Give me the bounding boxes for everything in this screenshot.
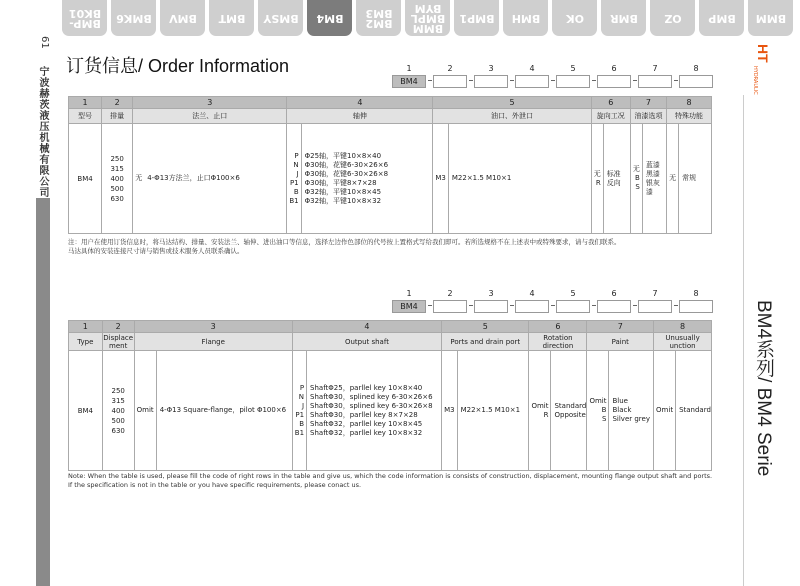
code-dash bbox=[551, 305, 555, 306]
paint-desc: 黑漆 bbox=[645, 169, 660, 178]
shaft-code: J bbox=[301, 401, 305, 410]
shaft-desc: ShaftΦ25，parllel key 10×8×40 bbox=[310, 383, 423, 392]
rotation-descs bbox=[604, 170, 621, 188]
code-dash bbox=[428, 305, 432, 306]
shaft-desc: ShaftΦ30，splined key 6-30×26×6 bbox=[310, 392, 433, 401]
code-box bbox=[638, 75, 672, 88]
displacement-value: 250 bbox=[111, 386, 125, 395]
order-code-template-cn bbox=[392, 64, 712, 90]
displacement-value: 250 bbox=[110, 154, 124, 163]
col-num: 7 bbox=[587, 321, 654, 333]
series-tab-label: BMP bbox=[707, 12, 736, 25]
rotation-descs bbox=[551, 402, 586, 420]
note-cn bbox=[68, 238, 718, 256]
port-cell bbox=[433, 124, 591, 234]
paint-desc: 银灰漆 bbox=[645, 178, 660, 196]
brand-logo bbox=[752, 44, 774, 95]
flange-cell bbox=[134, 351, 292, 471]
series-tab-bmsy[interactable] bbox=[258, 0, 303, 36]
page-title: 订货信息/ Order Information bbox=[66, 56, 290, 76]
flange-code: Omit bbox=[135, 351, 157, 470]
rotation-cell bbox=[591, 124, 630, 234]
model-cell: BM4 bbox=[69, 351, 103, 471]
shaft-code: B1 bbox=[289, 196, 299, 205]
col-header: 排量 bbox=[102, 109, 133, 124]
col-header: 轴伸 bbox=[287, 109, 433, 124]
paint-cell bbox=[587, 351, 654, 471]
displacement-value: 630 bbox=[111, 426, 125, 435]
series-tab-label: BMP1 bbox=[458, 12, 495, 25]
code-position-number: 2 bbox=[447, 64, 453, 73]
note-line: Note: When the table is used, please fill the code of right rows in the table and give us, which the code information is consists of construction, displacement, mounting flange output shaft and ports. bbox=[68, 472, 713, 480]
shaft-code: P1 bbox=[295, 410, 305, 419]
code-dash bbox=[469, 80, 473, 81]
code-position-number: 8 bbox=[693, 64, 699, 73]
shaft-desc: Φ30轴，平键8×7×28 bbox=[304, 178, 377, 187]
paint-code: S bbox=[635, 183, 640, 191]
displacement-value: 500 bbox=[110, 184, 124, 193]
page-number: 61 bbox=[39, 36, 50, 49]
note-line: 注：用户在使用订货信息时，将马达结构、排量、安装法兰、轴伸、进出油口等信息，选择左边作色部位的代号按上置格式写给我们即可。若所选规格不在上述表中或特殊要求，请与我们联系。 bbox=[68, 238, 621, 246]
special-desc: Standard bbox=[679, 406, 711, 414]
series-tab-label: BMH bbox=[511, 12, 540, 25]
right-divider bbox=[743, 95, 744, 586]
paint-code: Omit bbox=[589, 397, 607, 405]
code-position-number: 4 bbox=[529, 64, 535, 73]
rotation-code: R bbox=[595, 178, 601, 187]
col-header: Paint bbox=[587, 333, 654, 351]
paint-descs bbox=[609, 397, 650, 424]
series-tab-bm4[interactable] bbox=[307, 0, 352, 36]
col-header: Displace ment bbox=[103, 333, 134, 350]
shaft-desc: Φ30轴，花键6-30×26×8 bbox=[304, 169, 389, 178]
displacement-value: 630 bbox=[110, 194, 124, 203]
rotation-desc: 标准 bbox=[606, 169, 621, 178]
shaft-code: P bbox=[294, 151, 299, 160]
shaft-cell bbox=[292, 351, 441, 471]
code-box bbox=[638, 300, 672, 313]
col-header: Rotation direction bbox=[529, 333, 587, 351]
code-position-number: 5 bbox=[570, 64, 576, 73]
col-header: Flange bbox=[134, 333, 292, 351]
paint-cell bbox=[630, 124, 666, 234]
series-tab-label: OK bbox=[565, 12, 584, 25]
code-dash bbox=[633, 305, 637, 306]
flange-desc: 4-Φ13方法兰，止口Φ100×6 bbox=[147, 174, 240, 182]
code-position-number: 7 bbox=[652, 64, 658, 73]
code-box bbox=[515, 75, 549, 88]
code-position-number: 1 bbox=[406, 289, 412, 298]
paint-code: B bbox=[635, 174, 640, 182]
series-tab-bmp[interactable] bbox=[699, 0, 744, 36]
shaft-code: B bbox=[299, 419, 305, 428]
code-dash bbox=[674, 305, 678, 306]
col-num: 1 bbox=[69, 97, 102, 109]
code-dash bbox=[592, 305, 596, 306]
col-header: 法兰、止口 bbox=[133, 109, 287, 124]
paint-code: B bbox=[601, 406, 607, 414]
col-header: Unusually unction bbox=[654, 333, 712, 351]
code-dash bbox=[633, 80, 637, 81]
shaft-codes bbox=[293, 351, 307, 470]
displacement-cell bbox=[102, 351, 134, 471]
paint-code: S bbox=[602, 415, 607, 423]
order-table-cn bbox=[68, 96, 712, 234]
series-tab-bmk6[interactable] bbox=[111, 0, 156, 36]
series-tab-bmv[interactable] bbox=[160, 0, 205, 36]
code-dash bbox=[674, 80, 678, 81]
code-position-number: 1 bbox=[406, 64, 412, 73]
note-line: 马达具体的安装连接尺寸请与销售或技术服务人员联系确认。 bbox=[68, 247, 244, 255]
code-position-number: 7 bbox=[652, 289, 658, 298]
series-tab-label: BMP- BK01 bbox=[68, 7, 101, 30]
col-header: 特殊功能 bbox=[667, 109, 712, 124]
code-box bbox=[515, 300, 549, 313]
table-row bbox=[69, 124, 712, 234]
logo-mark: HT bbox=[755, 44, 771, 63]
special-cell bbox=[667, 124, 712, 234]
series-tab-oz[interactable] bbox=[650, 0, 695, 36]
series-tab-label: BM2 BM3 bbox=[365, 7, 392, 30]
code-model-box: BM4 bbox=[392, 300, 426, 313]
shaft-code: N bbox=[298, 392, 305, 401]
col-header: Type bbox=[69, 333, 103, 351]
series-tab-label: BMSY bbox=[262, 12, 299, 25]
series-tab-ok[interactable] bbox=[552, 0, 597, 36]
shaft-code: B1 bbox=[294, 428, 305, 437]
series-tab-label: OZ bbox=[663, 12, 682, 25]
series-tab-bmm[interactable] bbox=[748, 0, 793, 36]
rotation-code: 无 bbox=[593, 169, 601, 178]
series-tab-label: BM4 bbox=[316, 12, 343, 25]
code-box bbox=[679, 75, 713, 88]
port-code: M3 bbox=[442, 351, 458, 470]
code-position-number: 4 bbox=[529, 289, 535, 298]
port-desc: M22×1.5 M10×1 bbox=[451, 174, 512, 182]
left-side-bar bbox=[36, 198, 50, 586]
shaft-code: P bbox=[299, 383, 305, 392]
series-title: BM4系列/ BM4 Serie bbox=[753, 300, 774, 477]
paint-desc: 蓝漆 bbox=[645, 160, 660, 169]
displacement-cell bbox=[102, 124, 133, 234]
port-code: M3 bbox=[433, 124, 449, 233]
paint-codes bbox=[587, 351, 609, 470]
series-tab-label: BMK6 bbox=[115, 12, 152, 25]
series-tab-bmp--bk01[interactable] bbox=[62, 0, 107, 36]
series-tab-label: BMR bbox=[609, 12, 638, 25]
flange-code: 无 bbox=[135, 174, 143, 182]
special-cell bbox=[654, 351, 712, 471]
model-cell: BM4 bbox=[69, 124, 102, 234]
col-num: 2 bbox=[102, 321, 134, 333]
special-code: Omit bbox=[654, 351, 676, 470]
order-code-template-en bbox=[392, 289, 712, 315]
series-tab-bmt[interactable] bbox=[209, 0, 254, 36]
displacement-value: 400 bbox=[110, 174, 124, 183]
col-header: 旋向工况 bbox=[591, 109, 630, 124]
rotation-desc: Standard bbox=[554, 401, 587, 410]
rotation-desc: Opposite bbox=[554, 410, 586, 419]
col-num: 3 bbox=[134, 321, 292, 333]
col-num: 6 bbox=[591, 97, 630, 109]
col-num: 8 bbox=[667, 97, 712, 109]
code-position-number: 6 bbox=[611, 289, 617, 298]
code-box bbox=[597, 75, 631, 88]
shaft-desc: Φ32轴，平键10×8×32 bbox=[304, 196, 382, 205]
series-tab-label: BMM bbox=[755, 12, 786, 25]
code-dash bbox=[469, 305, 473, 306]
col-num: 1 bbox=[69, 321, 103, 333]
shaft-code: N bbox=[293, 160, 299, 169]
col-num: 2 bbox=[102, 97, 133, 109]
shaft-descs bbox=[307, 384, 433, 438]
shaft-desc: Φ32轴，平键10×8×45 bbox=[304, 187, 382, 196]
shaft-desc: Φ30轴，花键6-30×26×6 bbox=[304, 160, 389, 169]
code-dash bbox=[592, 80, 596, 81]
shaft-desc: ShaftΦ30，splined key 6-30×26×8 bbox=[310, 401, 433, 410]
shaft-desc: ShaftΦ32，parllel key 10×8×32 bbox=[310, 428, 423, 437]
code-box bbox=[556, 75, 590, 88]
code-position-number: 2 bbox=[447, 289, 453, 298]
displacement-value: 315 bbox=[110, 164, 124, 173]
col-num: 6 bbox=[529, 321, 587, 333]
col-num: 7 bbox=[630, 97, 666, 109]
code-dash bbox=[428, 80, 432, 81]
code-dash bbox=[551, 80, 555, 81]
code-box bbox=[679, 300, 713, 313]
col-num: 5 bbox=[433, 97, 591, 109]
code-position-number: 3 bbox=[488, 64, 494, 73]
paint-descs bbox=[643, 161, 666, 197]
col-num: 5 bbox=[442, 321, 529, 333]
series-tab-bmr[interactable] bbox=[601, 0, 646, 36]
shaft-code: P1 bbox=[289, 178, 299, 187]
table-row bbox=[69, 351, 712, 471]
col-header: 型号 bbox=[69, 109, 102, 124]
code-box bbox=[474, 300, 508, 313]
port-desc: M22×1.5 M10×1 bbox=[460, 406, 521, 414]
rotation-code: R bbox=[543, 410, 549, 419]
code-position-number: 6 bbox=[611, 64, 617, 73]
rotation-desc: 反向 bbox=[606, 178, 621, 187]
special-code: 无 bbox=[667, 124, 679, 233]
series-tab-bmp1[interactable] bbox=[454, 0, 499, 36]
series-tab-bar bbox=[58, 0, 800, 36]
col-num: 8 bbox=[654, 321, 712, 333]
note-en bbox=[68, 472, 718, 490]
shaft-code: B bbox=[293, 187, 299, 196]
series-tab-label: BMM BMPL BYM bbox=[410, 2, 445, 35]
flange-desc: 4-Φ13 Square-flange，pilot Φ100×6 bbox=[159, 406, 287, 414]
code-box bbox=[556, 300, 590, 313]
company-name: 宁波赫茨液压机械有限公司 bbox=[37, 66, 48, 198]
code-position-number: 8 bbox=[693, 289, 699, 298]
displacement-value: 500 bbox=[111, 416, 125, 425]
col-header: 油口、外泄口 bbox=[433, 109, 591, 124]
paint-code: 无 bbox=[632, 165, 640, 173]
note-line: If the specification is not in the table or you have specific requirements, please conact us. bbox=[68, 481, 362, 489]
code-position-number: 3 bbox=[488, 289, 494, 298]
rotation-codes bbox=[592, 124, 604, 233]
code-box bbox=[597, 300, 631, 313]
shaft-codes bbox=[287, 124, 301, 233]
flange-cell bbox=[133, 124, 287, 234]
shaft-cell bbox=[287, 124, 433, 234]
series-tab-label: BMV bbox=[168, 12, 197, 25]
paint-codes bbox=[631, 124, 643, 233]
series-tab-bm2-bm3[interactable] bbox=[356, 0, 401, 36]
shaft-descs bbox=[302, 152, 388, 206]
col-header: 油漆选项 bbox=[630, 109, 666, 124]
rotation-code: Omit bbox=[531, 401, 549, 410]
code-position-number: 5 bbox=[570, 289, 576, 298]
paint-desc: Black bbox=[612, 406, 632, 414]
shaft-desc: Φ25轴，平键10×8×40 bbox=[304, 151, 382, 160]
code-box bbox=[433, 300, 467, 313]
shaft-desc: ShaftΦ32，parllel key 10×8×45 bbox=[310, 419, 423, 428]
rotation-codes bbox=[529, 351, 551, 470]
series-tab-label: BMT bbox=[218, 12, 245, 25]
col-num: 4 bbox=[292, 321, 441, 333]
code-box bbox=[433, 75, 467, 88]
code-box bbox=[474, 75, 508, 88]
shaft-code: J bbox=[296, 169, 299, 178]
displacement-value: 400 bbox=[111, 406, 125, 415]
paint-desc: Silver grey bbox=[612, 415, 650, 423]
logo-subtext: HYDRAULIC bbox=[752, 66, 758, 95]
port-cell bbox=[442, 351, 529, 471]
col-header: Output shaft bbox=[292, 333, 441, 351]
special-desc: 常规 bbox=[682, 174, 697, 182]
code-model-box: BM4 bbox=[392, 75, 426, 88]
paint-desc: Blue bbox=[612, 397, 628, 405]
col-num: 4 bbox=[287, 97, 433, 109]
displacement-value: 315 bbox=[111, 396, 125, 405]
order-table-en bbox=[68, 320, 712, 471]
code-dash bbox=[510, 305, 514, 306]
shaft-desc: ShaftΦ30，parllel key 8×7×28 bbox=[310, 410, 418, 419]
series-tab-bmh[interactable] bbox=[503, 0, 548, 36]
rotation-cell bbox=[529, 351, 587, 471]
series-tab-bmm-bmpl-bym[interactable] bbox=[405, 0, 450, 36]
code-dash bbox=[510, 80, 514, 81]
col-num: 3 bbox=[133, 97, 287, 109]
col-header: Ports and drain port bbox=[442, 333, 529, 351]
